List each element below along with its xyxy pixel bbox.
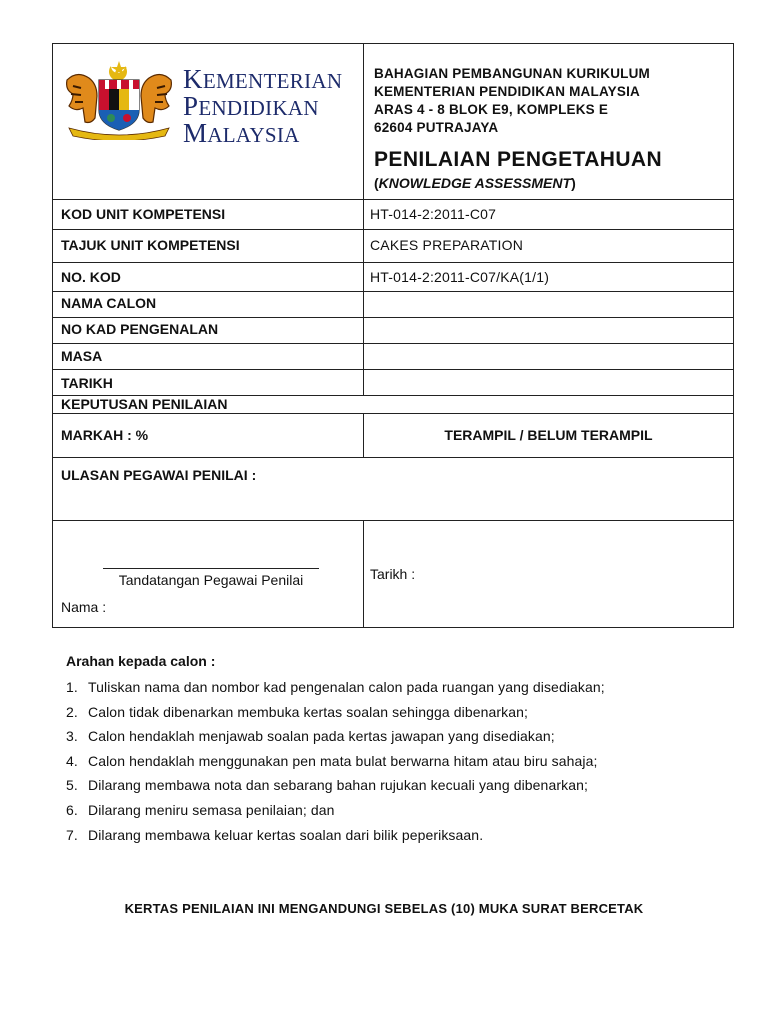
ministry-line-1: KEMENTERIAN	[183, 64, 343, 94]
ministry-line-2: PENDIDIKAN	[183, 91, 319, 121]
terampil-option[interactable]: TERAMPIL / BELUM TERAMPIL	[444, 427, 653, 443]
table-row	[53, 458, 733, 521]
item-number: 5.	[66, 777, 78, 794]
address-line: 62604 PUTRAJAYA	[374, 120, 499, 135]
item-text: Dilarang meniru semasa penilaian; dan	[88, 801, 335, 818]
list-item	[66, 677, 605, 702]
instructions-title: Arahan kepada calon :	[66, 653, 216, 669]
nama-calon-label: NAMA CALON	[61, 295, 157, 311]
no-kod-value: HT-014-2:2011-C07/KA(1/1)	[370, 269, 550, 285]
item-number: 2.	[66, 703, 78, 720]
item-text: Calon hendaklah menjawab soalan pada kertas jawapan yang disediakan;	[88, 728, 555, 745]
address-block	[374, 65, 650, 137]
kod-unit-label: KOD UNIT KOMPETENSI	[61, 206, 226, 222]
page-title: PENILAIAN PENGETAHUAN	[374, 148, 663, 171]
item-number: 4.	[66, 752, 78, 769]
item-number: 3.	[66, 728, 78, 745]
masa-label: MASA	[61, 348, 103, 364]
keputusan-label: KEPUTUSAN PENILAIAN	[61, 396, 228, 412]
form-header	[53, 44, 733, 200]
table-row	[53, 396, 733, 414]
list-item	[66, 726, 605, 751]
malaysia-coat-of-arms-icon	[59, 58, 179, 140]
page-subtitle	[374, 175, 576, 191]
ministry-line-3: MALAYSIA	[183, 118, 300, 148]
header-divider	[363, 44, 364, 199]
ulasan-label: ULASAN PEGAWAI PENILAI :	[61, 467, 257, 483]
item-text: Calon tidak dibenarkan membuka kertas soalan sehingga dibenarkan;	[88, 703, 528, 720]
list-item	[66, 825, 605, 850]
markah-label: MARKAH : %	[61, 427, 149, 443]
table-row	[53, 230, 733, 263]
assessment-form	[52, 43, 734, 628]
table-row	[53, 199, 733, 230]
list-item	[66, 775, 605, 800]
item-number: 6.	[66, 801, 78, 818]
address-line: ARAS 4 - 8 BLOK E9, KOMPLEKS E	[374, 102, 609, 117]
ministry-name	[183, 64, 343, 148]
address-line: KEMENTERIAN PENDIDIKAN MALAYSIA	[374, 84, 640, 99]
subtitle-close: )	[571, 175, 576, 191]
table-row	[53, 344, 733, 370]
item-number: 7.	[66, 826, 78, 843]
item-text: Dilarang membawa nota dan sebarang bahan rujukan kecuali yang dibenarkan;	[88, 777, 588, 794]
signature-label: Tandatangan Pegawai Penilai	[118, 572, 304, 588]
instructions-list	[66, 677, 605, 849]
address-line: BAHAGIAN PEMBANGUNAN KURIKULUM	[374, 66, 650, 81]
no-kod-label: NO. KOD	[61, 269, 121, 285]
item-number: 1.	[66, 679, 78, 695]
table-row	[53, 414, 733, 458]
list-item	[66, 800, 605, 825]
table-row	[53, 370, 733, 396]
nama-pegawai-label: Nama :	[61, 599, 107, 615]
tarikh-label: TARIKH	[61, 375, 113, 391]
table-row	[53, 318, 733, 344]
item-text: Dilarang membawa keluar kertas soalan dari bilik peperiksaan.	[88, 826, 484, 843]
signature-line	[103, 568, 319, 569]
subtitle-open: (	[374, 175, 379, 191]
table-row	[53, 292, 733, 318]
table-row	[53, 263, 733, 292]
subtitle-italic: KNOWLEDGE ASSESSMENT	[378, 175, 572, 191]
no-kad-label: NO KAD PENGENALAN	[61, 321, 219, 337]
page-footer: KERTAS PENILAIAN INI MENGANDUNGI SEBELAS (10) MUKA SURAT BERCETAK	[124, 901, 644, 916]
list-item	[66, 702, 605, 727]
table-divider-signature	[363, 521, 364, 628]
item-text: Tuliskan nama dan nombor kad pengenalan calon pada ruangan yang disediakan;	[88, 679, 605, 695]
tarikh-pegawai-label: Tarikh :	[370, 566, 416, 582]
tajuk-unit-value: CAKES PREPARATION	[370, 237, 524, 253]
list-item	[66, 751, 605, 776]
kod-unit-value: HT-014-2:2011-C07	[370, 206, 497, 222]
tajuk-unit-label: TAJUK UNIT KOMPETENSI	[61, 237, 240, 253]
item-text: Calon hendaklah menggunakan pen mata bulat berwarna hitam atau biru sahaja;	[88, 752, 598, 769]
